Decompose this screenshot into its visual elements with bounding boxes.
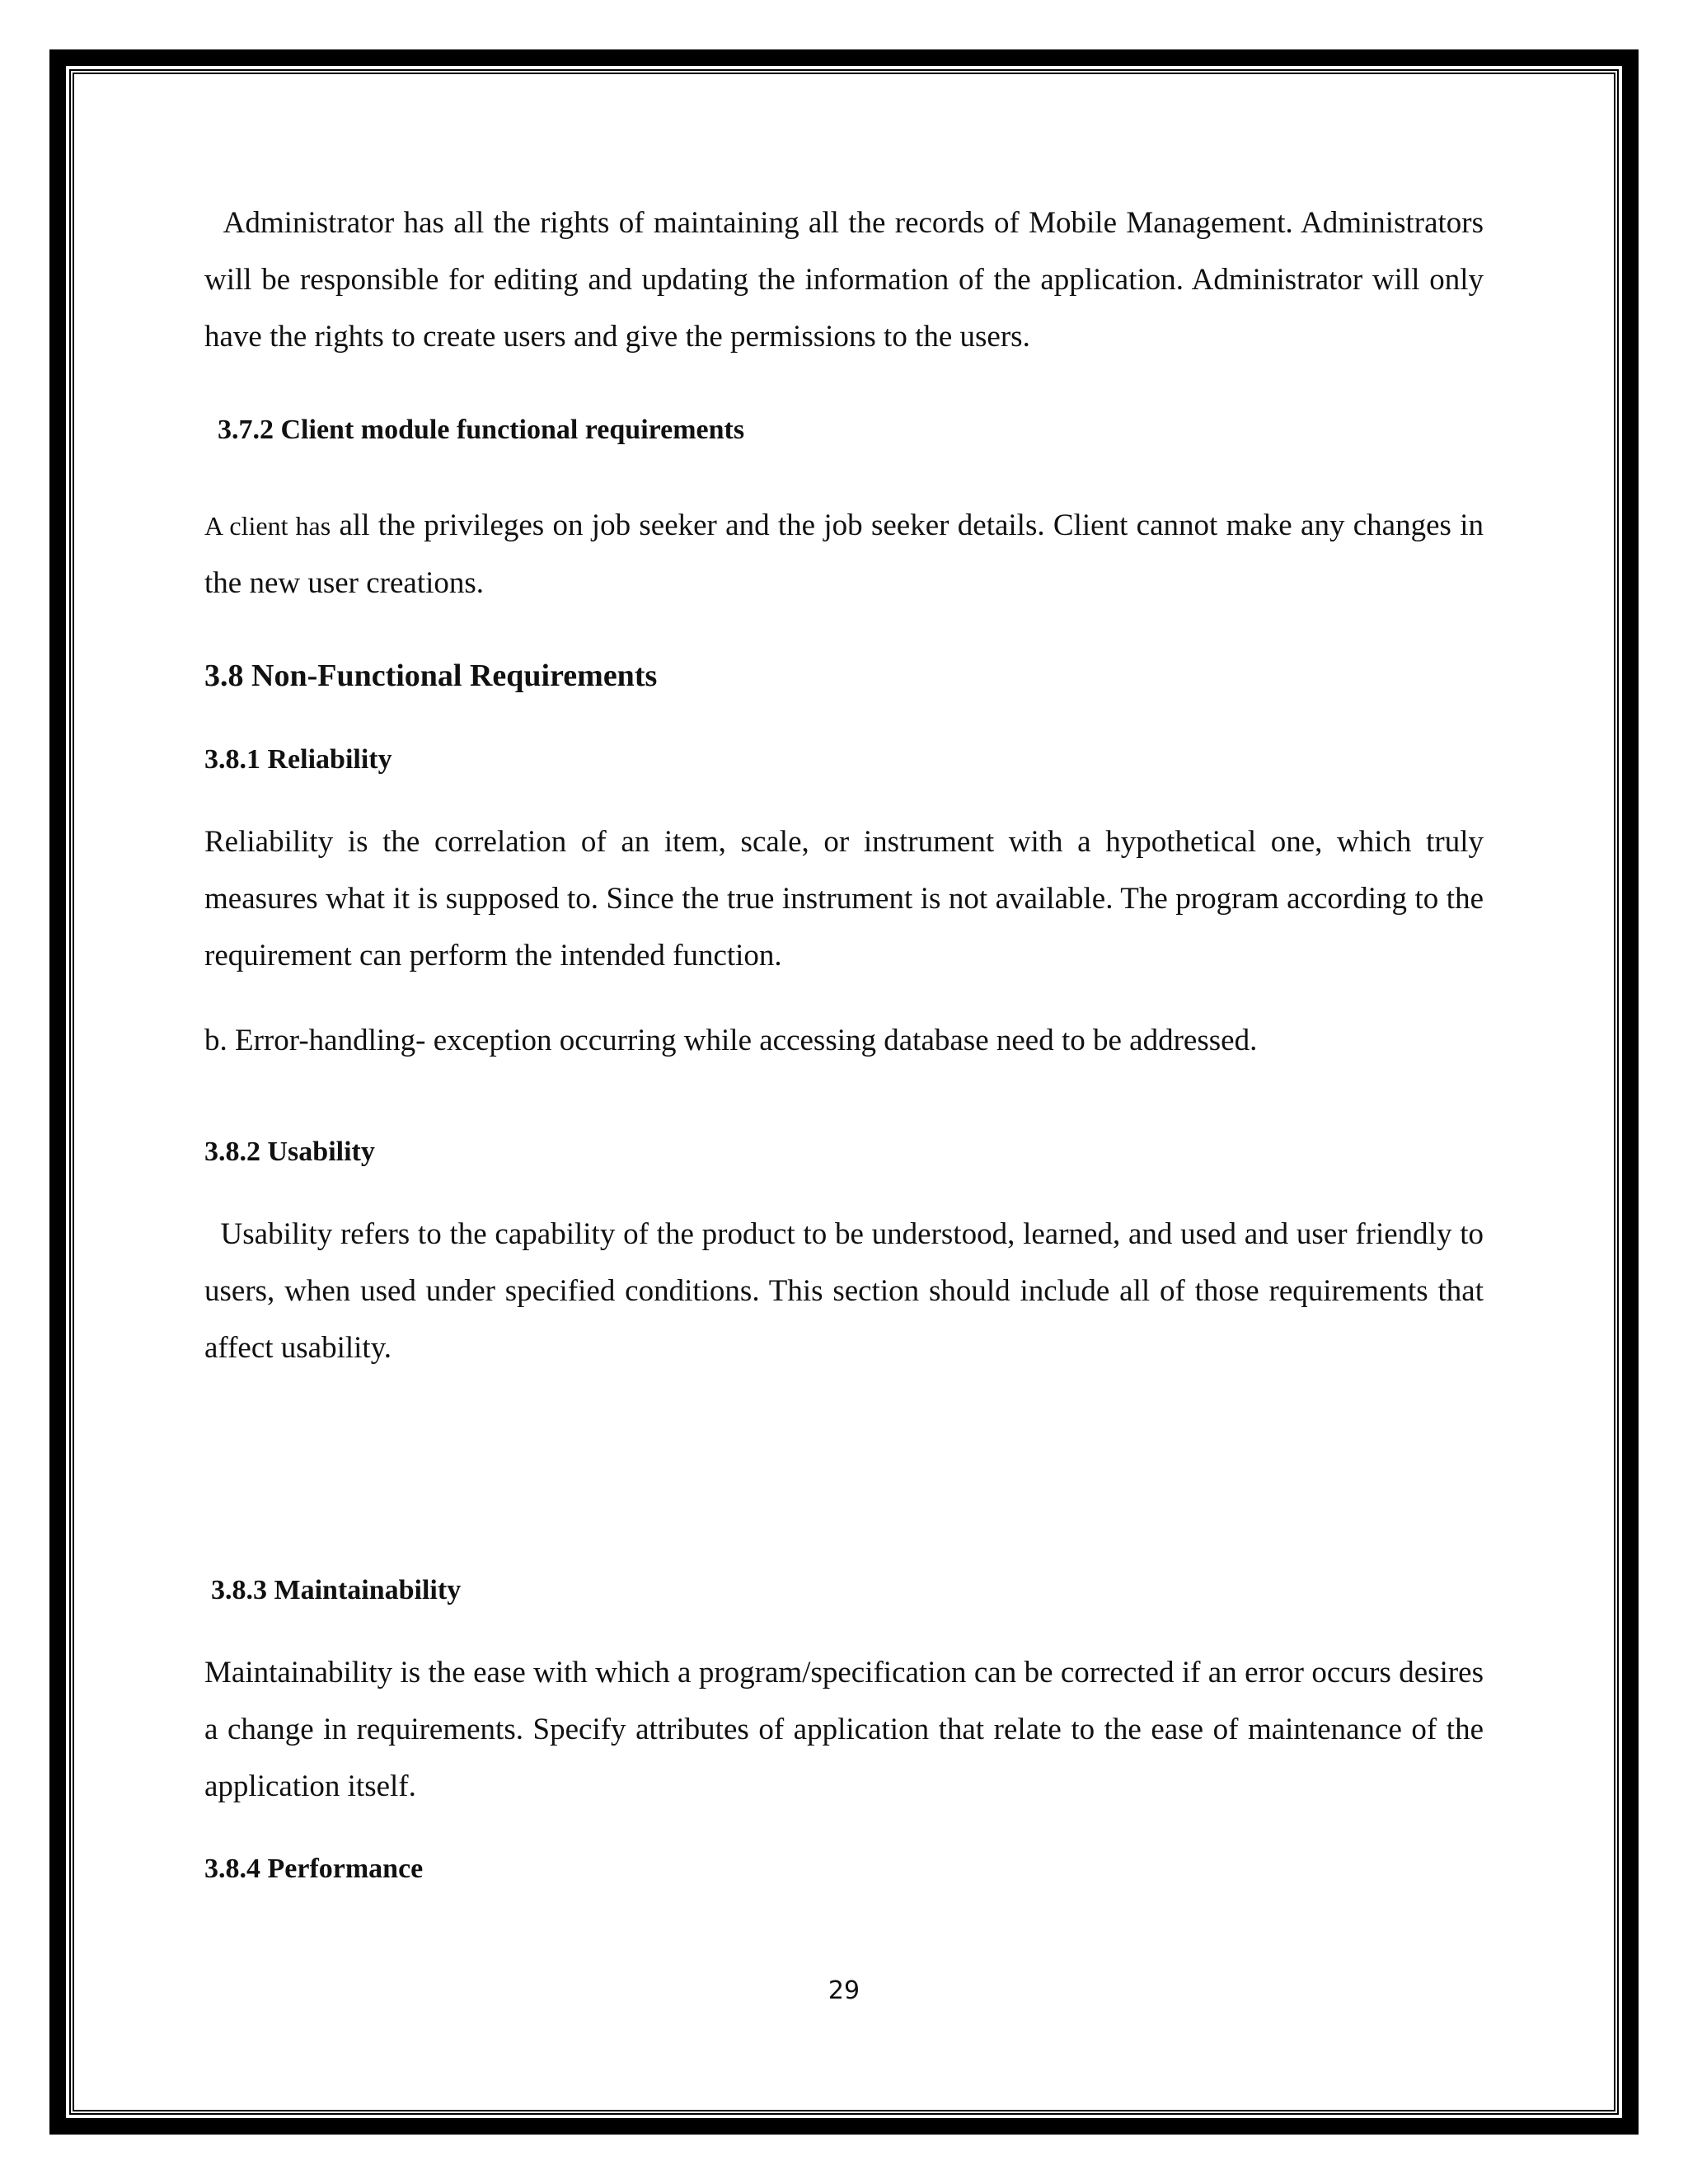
paragraph-usability: Usability refers to the capability of the product to be understood, learned, and used and user friendly to users, when used under specified conditions. This section should include all of those requirements that affect usability. [204, 1217, 1492, 1365]
paragraph-administrator: Administrator has all the rights of maintaining all the records of Mobile Management. Administrators will be responsible for editing and updating the information of the application. Administrator will only have the rights to create users and give the permissions to the users. [204, 206, 1492, 354]
paragraph-client-lead: A client has [204, 511, 331, 541]
paragraph-client-rest: all the privileges on job seeker and the job seeker details. Client cannot make any changes in the new user creations. [204, 509, 1484, 600]
heading-3-8-4-performance: 3.8.4 Performance [204, 1854, 424, 1884]
paragraph-reliability: Reliability is the correlation of an item, scale, or instrument with a hypothetical one, which truly measures what it is supposed to. Since the true instrument is not available. The program according to the requirement can perform the intended function. [204, 825, 1484, 972]
paragraph-client [204, 497, 1484, 612]
paragraph-maintainability: Maintainability is the ease with which a program/specification can be corrected if an error occurs desires a change in requirements. Specify attributes of application that relate to the ease of maintenance of the application itself. [204, 1656, 1484, 1803]
paragraph-error-handling: b. Error-handling- exception occurring while accessing database need to be addressed. [204, 1024, 1258, 1057]
heading-3-8-2-usability: 3.8.2 Usability [204, 1137, 375, 1167]
page-number: 29 [828, 1976, 860, 2005]
heading-3-7-2-client-module: 3.7.2 Client module functional requirements [218, 415, 745, 445]
heading-3-8-1-reliability: 3.8.1 Reliability [204, 744, 392, 775]
heading-3-8-non-functional-requirements: 3.8 Non-Functional Requirements [204, 658, 658, 693]
heading-3-8-3-maintainability: 3.8.3 Maintainability [211, 1575, 462, 1605]
